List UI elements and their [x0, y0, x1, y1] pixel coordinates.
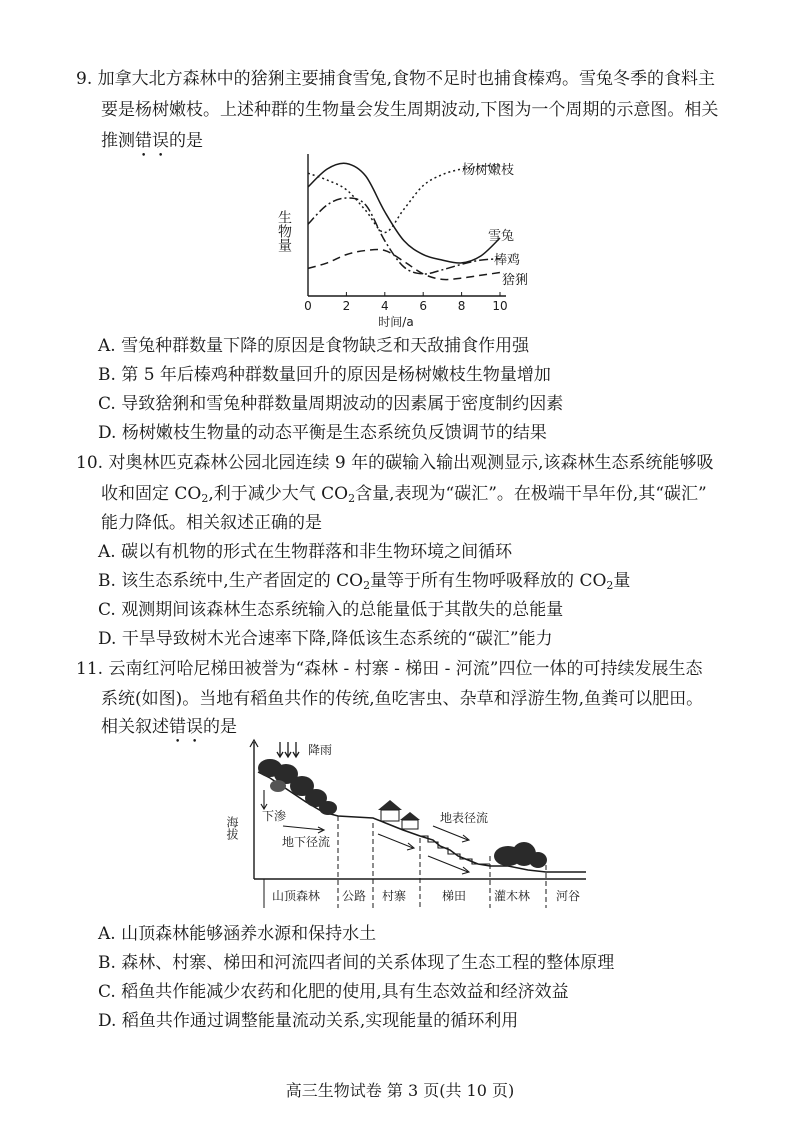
subscript-2: 2 — [201, 492, 209, 505]
rain-arrows — [277, 742, 299, 757]
zone-valley: 河谷 — [556, 889, 581, 903]
q11-emphasis-wrong: 错误 — [169, 717, 203, 737]
q11-text-1: 云南红河哈尼梯田被誉为“森林 - 村寨 - 梯田 - 河流”四位一体的可持续发展生态 — [108, 659, 703, 679]
q11-stem-line3 — [101, 716, 237, 747]
chart-labels — [276, 162, 528, 329]
q11-option-b[interactable]: B. 森林、村寨、梯田和河流四者间的关系体现了生态工程的整体原理 — [98, 953, 615, 973]
q9-text-3b: 的是 — [169, 131, 203, 151]
altitude-label: 海拔 — [225, 816, 239, 840]
q9-option-a[interactable]: A. 雪兔种群数量下降的原因是食物缺乏和天敌捕食作用强 — [98, 336, 530, 356]
q9-stem-line1 — [76, 68, 715, 90]
subscript-2: 2 — [348, 492, 356, 505]
q11-option-d[interactable]: D. 稻鱼共作通过调整能量流动关系,实现能量的循环利用 — [98, 1011, 519, 1031]
summit-forest — [258, 759, 337, 815]
zone-road: 公路 — [342, 889, 367, 903]
q10-text-2a: 收和固定 CO — [101, 484, 202, 504]
q9-option-c[interactable]: C. 导致猞猁和雪兔种群数量周期波动的因素属于密度制约因素 — [98, 394, 564, 414]
zone-terrace: 梯田 — [442, 889, 467, 903]
y-axis-label: 生物量 — [276, 210, 292, 252]
series-label-2: 棒鸡 — [494, 253, 521, 268]
surface-label: 地表径流 — [440, 811, 489, 825]
terrace-diagram — [225, 738, 598, 910]
q10-stem-line1 — [76, 452, 713, 474]
terrace-steps — [420, 836, 490, 864]
x-tick-label: 8 — [457, 299, 466, 313]
q9-option-b[interactable]: B. 第 5 年后榛鸡种群数量回升的原因是杨树嫩枝生物量增加 — [98, 365, 551, 385]
q11-stem-line2: 系统(如图)。当地有稻鱼共作的传统,鱼吃害虫、杂草和浮游生物,鱼粪可以肥田。 — [101, 689, 704, 709]
surface-arrow — [433, 826, 468, 840]
q11-option-c[interactable]: C. 稻鱼共作能减少农药和化肥的使用,具有生态效益和经济效益 — [98, 982, 569, 1002]
subscript-2: 2 — [606, 579, 614, 592]
series-line-3 — [308, 249, 500, 279]
q10-optb-c: 量 — [613, 571, 631, 591]
seepage-label: 下渗 — [262, 809, 287, 823]
x-axis-label: 时间/a — [378, 315, 414, 329]
x-tick-label: 4 — [380, 299, 389, 313]
rain-label: 降雨 — [308, 743, 333, 757]
series-line-1 — [308, 163, 500, 263]
q9-text-1: 加拿大北方森林中的猞猁主要捕食雪兔,食物不足时也捕食榛鸡。雪兔冬季的食料主 — [97, 69, 716, 89]
shrub-forest — [494, 842, 547, 868]
biomass-chart — [272, 152, 542, 330]
q10-stem-line3: 能力降低。相关叙述正确的是 — [101, 513, 322, 533]
q11-text-3b: 的是 — [203, 717, 237, 737]
q10-number: 10. — [76, 453, 104, 473]
zone-forest: 山顶森林 — [272, 889, 321, 903]
village-houses — [378, 800, 420, 829]
underground-arrow — [283, 826, 323, 830]
x-tick-label: 10 — [492, 299, 508, 313]
q9-text-3a: 推测 — [101, 131, 135, 151]
x-tick-label: 6 — [419, 299, 428, 313]
series-label-1: 雪兔 — [488, 229, 515, 244]
series-label-3: 猞猁 — [502, 273, 529, 288]
q10-text-2c: 含量,表现为“碳汇”。在极端干旱年份,其“碳汇” — [355, 484, 707, 504]
q11-number: 11. — [76, 659, 104, 679]
q9-emphasis-wrong: 错误 — [135, 131, 169, 151]
q10-optb-a: B. 该生态系统中,生产者固定的 CO — [98, 571, 364, 591]
chart-series — [308, 163, 500, 279]
q10-stem-line2 — [101, 483, 707, 505]
x-tick-label: 2 — [342, 299, 351, 313]
q11-text-3a: 相关叙述 — [101, 717, 169, 737]
q9-stem-line3 — [101, 130, 203, 161]
series-label-0: 杨树嫩枝 — [462, 163, 515, 178]
q9-number: 9. — [76, 69, 93, 89]
q10-option-c[interactable]: C. 观测期间该森林生态系统输入的总能量低于其散失的总能量 — [98, 600, 564, 620]
zone-village: 村寨 — [382, 889, 407, 903]
q10-option-a[interactable]: A. 碳以有机物的形式在生物群落和非生物环境之间循环 — [98, 542, 513, 562]
q10-option-b[interactable] — [98, 570, 630, 592]
q11-stem-line1 — [76, 658, 703, 680]
q10-text-1: 对奥林匹克森林公园北园连续 9 年的碳输入输出观测显示,该森林生态系统能够吸 — [108, 453, 714, 473]
underground-label: 地下径流 — [282, 835, 331, 849]
q10-text-2b: ,利于减少大气 CO — [208, 484, 349, 504]
zone-shrub: 灌木林 — [494, 889, 531, 903]
page-footer: 高三生物试卷 第 3 页(共 10 页) — [285, 1081, 515, 1100]
q11-option-a[interactable]: A. 山顶森林能够涵养水源和保持水土 — [98, 924, 377, 944]
q10-optb-b: 量等于所有生物呼吸释放的 CO — [370, 571, 607, 591]
q9-option-d[interactable]: D. 杨树嫩枝生物量的动态平衡是生态系统负反馈调节的结果 — [98, 423, 547, 443]
q10-option-d[interactable]: D. 干旱导致树木光合速率下降,降低该生态系统的“碳汇”能力 — [98, 629, 553, 649]
subscript-2: 2 — [363, 579, 371, 592]
q9-stem-line2: 要是杨树嫩枝。上述种群的生物量会发生周期波动,下图为一个周期的示意图。相关 — [101, 100, 719, 120]
x-tick-label: 0 — [304, 299, 312, 313]
